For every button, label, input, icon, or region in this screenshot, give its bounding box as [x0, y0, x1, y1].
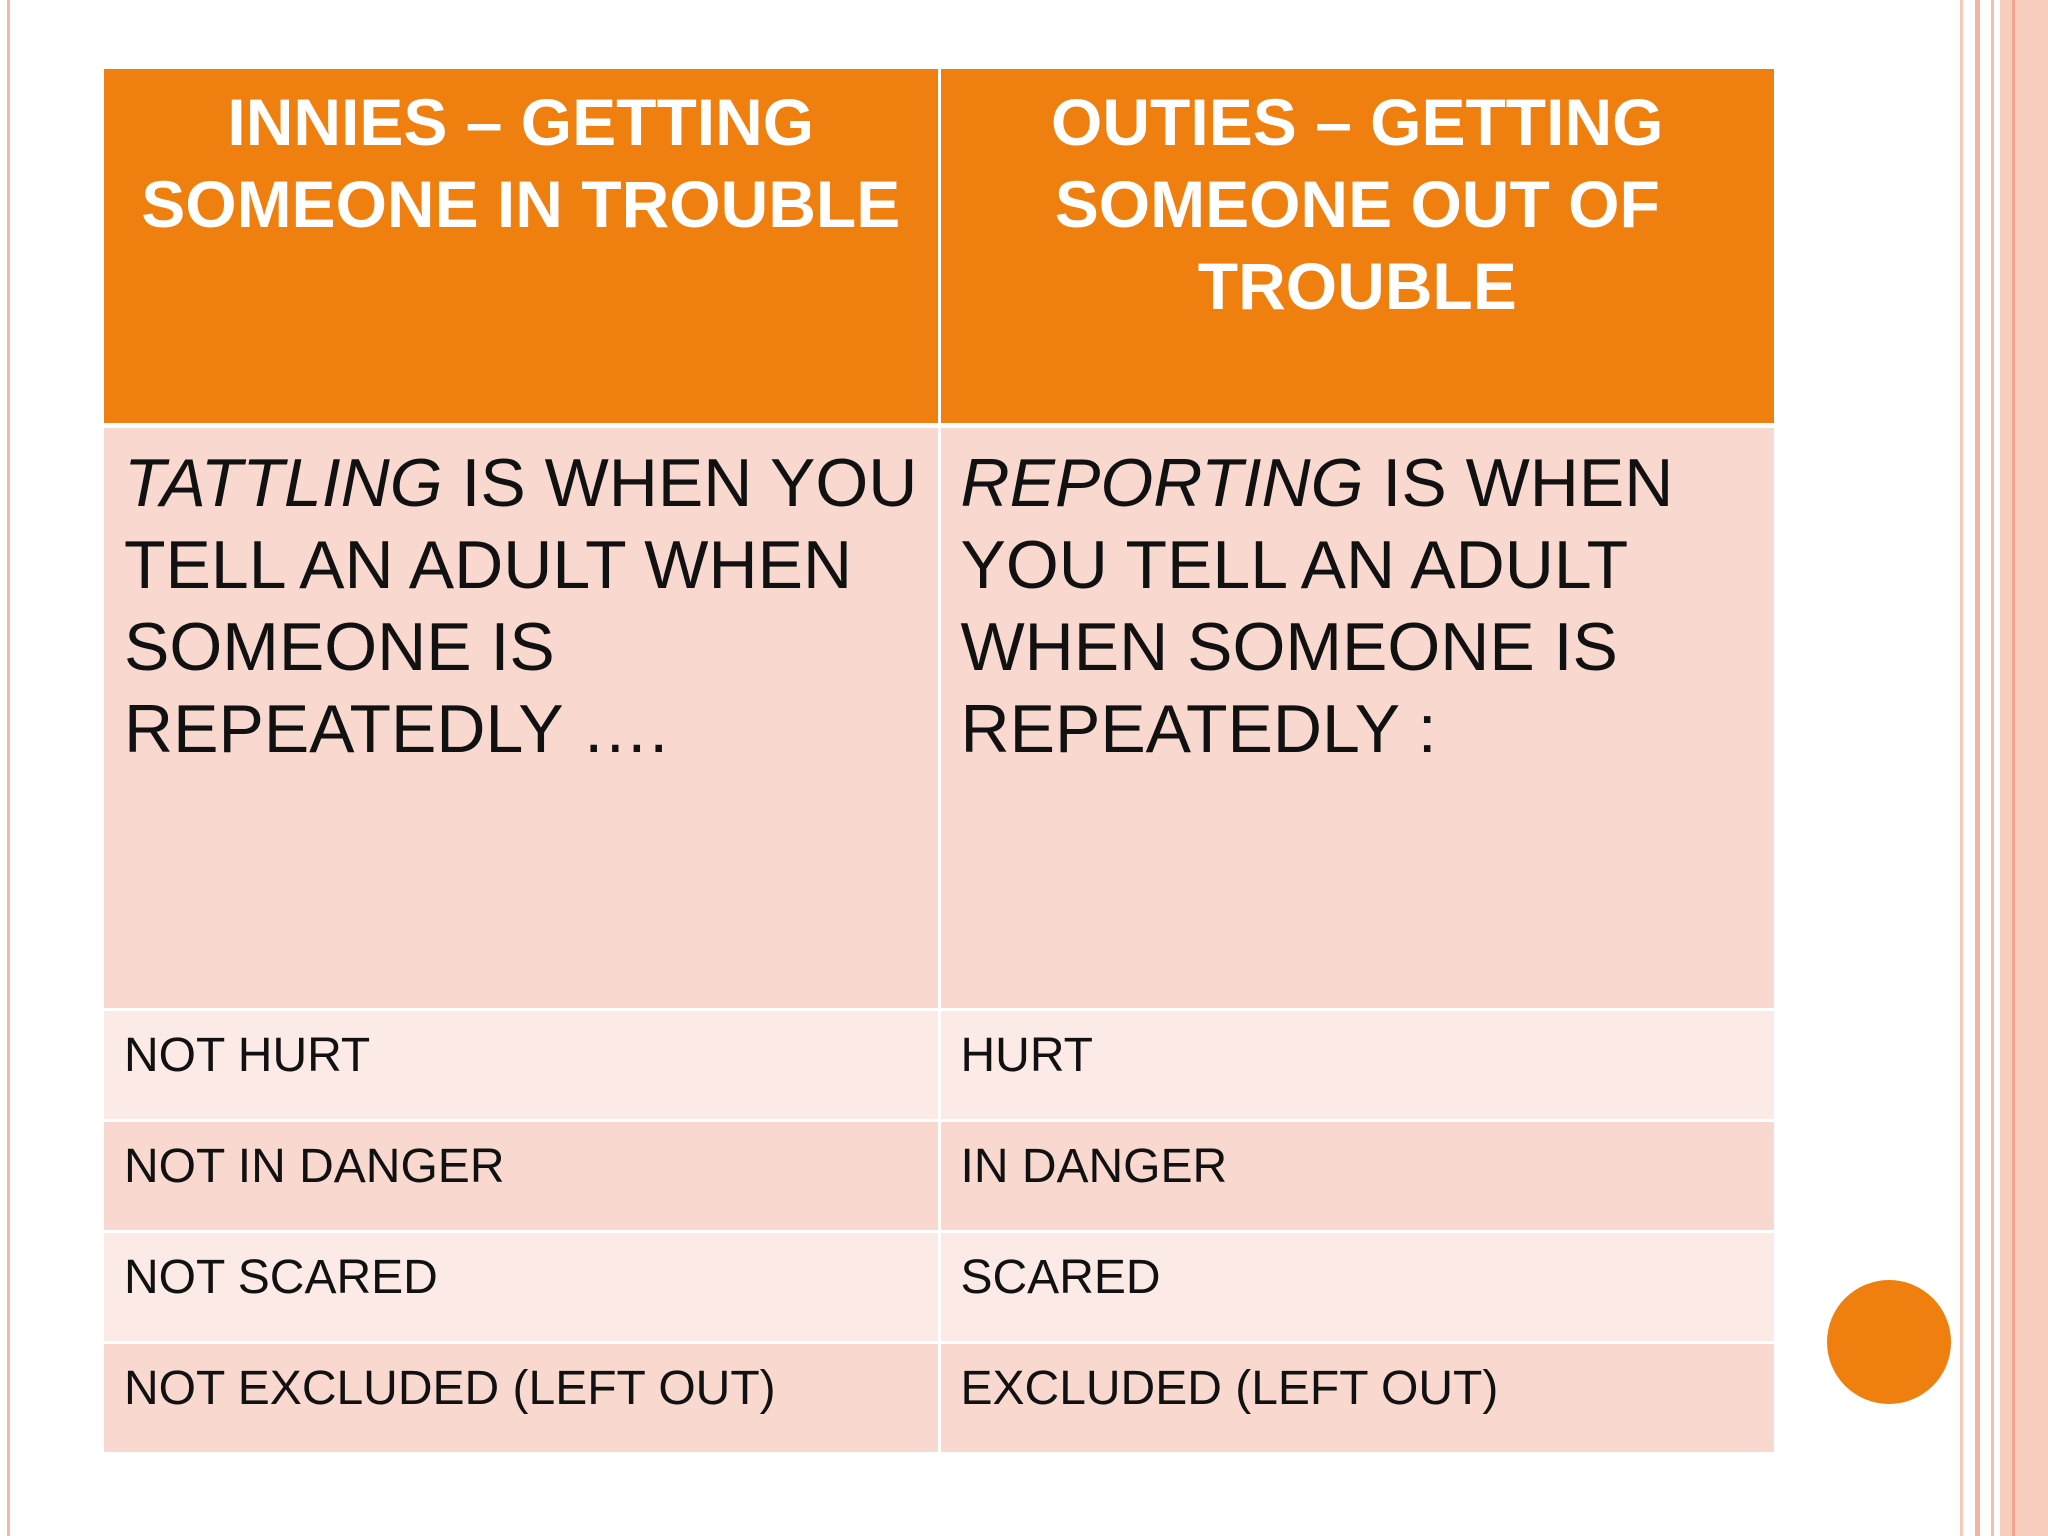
right-frame-line [2012, 0, 2015, 1536]
cell-text: EXCLUDED (LEFT OUT) [960, 1362, 1499, 1415]
cell-text: NOT IN DANGER [124, 1140, 505, 1193]
cell-text: SCARED [960, 1251, 1161, 1304]
decorative-circle [1827, 1280, 1951, 1404]
cell-text: NOT EXCLUDED (LEFT OUT) [124, 1362, 776, 1415]
right-frame-line [1975, 0, 1980, 1536]
table-cell [939, 1343, 1774, 1454]
table-cell [939, 1010, 1774, 1121]
header-row [104, 69, 1774, 426]
term-reporting: REPORTING [960, 445, 1364, 521]
table-cell [104, 1121, 939, 1232]
right-frame-band [2000, 0, 2048, 1536]
right-frame-line [1960, 0, 1963, 1536]
header-innies [104, 69, 939, 426]
cell-text: HURT [960, 1029, 1093, 1082]
definition-tattling-text: IS WHEN YOU TELL AN ADULT WHEN SOMEONE IS REPEATEDLY …. [124, 445, 918, 767]
table-row [104, 1232, 1774, 1343]
table-cell [104, 1232, 939, 1343]
definition-row [104, 426, 1774, 1010]
header-innies-text: INNIES – GETTING SOMEONE IN TROUBLE [141, 85, 901, 241]
cell-text: IN DANGER [960, 1140, 1228, 1193]
left-frame-line [7, 0, 10, 1536]
comparison-table [104, 69, 1774, 1455]
header-outies [939, 69, 1774, 426]
table-cell [939, 1121, 1774, 1232]
table-cell [939, 1232, 1774, 1343]
definition-reporting [939, 426, 1774, 1010]
table-cell [104, 1343, 939, 1454]
cell-text: NOT SCARED [124, 1251, 438, 1304]
table-row [104, 1010, 1774, 1121]
cell-text: NOT HURT [124, 1029, 371, 1082]
definition-tattling [104, 426, 939, 1010]
term-tattling: TATTLING [124, 445, 443, 521]
table-cell [104, 1010, 939, 1121]
right-frame-line [1991, 0, 1994, 1536]
definition-reporting-text: IS WHEN YOU TELL AN ADULT WHEN SOMEONE IS REPEATEDLY : [960, 445, 1674, 767]
header-outies-text: OUTIES – GETTING SOMEONE OUT OF TROUBLE [1051, 85, 1664, 323]
table-row [104, 1343, 1774, 1454]
table-row [104, 1121, 1774, 1232]
